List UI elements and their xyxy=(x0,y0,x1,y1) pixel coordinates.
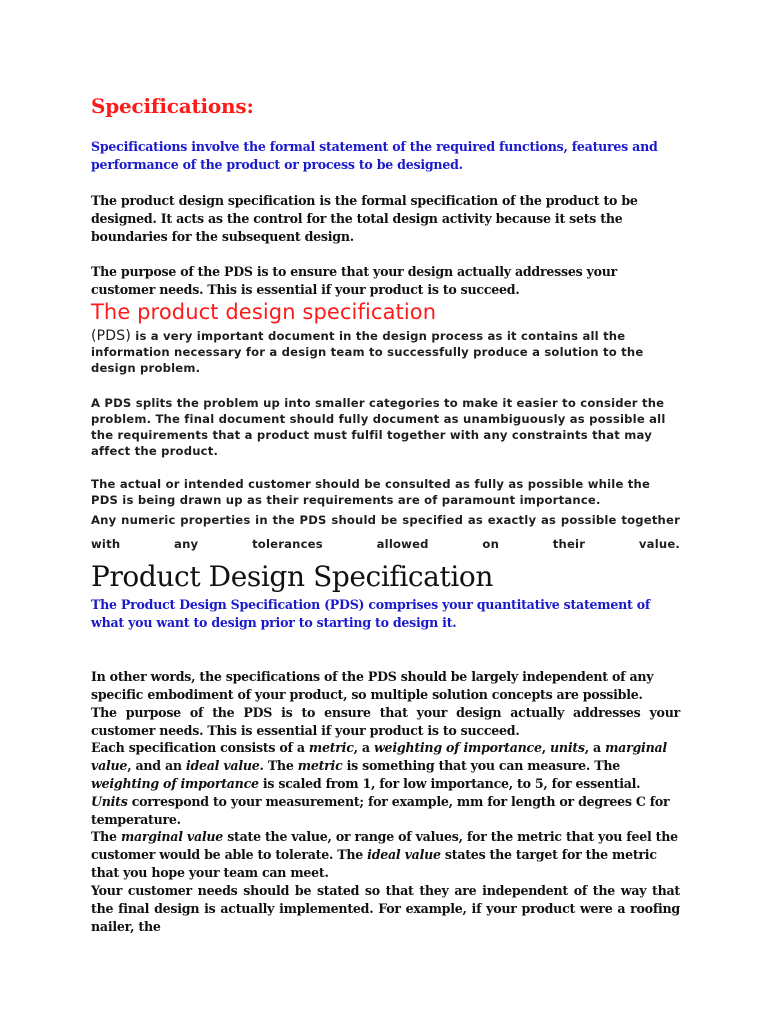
term-ideal-value-2: ideal value xyxy=(367,847,441,862)
pds-lead-paragraph xyxy=(91,328,680,376)
pds-definition-paragraph: The product design specification is the formal specification of the product to be designed. It acts as the control for the total design activity because it sets the boundaries for the subsequent design. xyxy=(91,193,638,244)
term-weighting-of-importance-2: weighting of importance xyxy=(91,776,259,791)
pds-splits-paragraph: A PDS splits the problem up into smaller categories to make it easier to consider the problem. The final document should fully document as unambiguously as possible all the requirements that a product must fulfil together with any constraints that may affect the product. xyxy=(91,396,666,458)
term-metric: metric xyxy=(308,740,354,755)
product-design-spec-intro: The Product Design Specification (PDS) comprises your quantitative statement of what you want to design prior to starting to design it. xyxy=(91,597,651,630)
pds-numeric-text: Any numeric properties in the PDS should be specified as exactly as possible together with any tolerances allowed on their value. xyxy=(91,513,680,551)
pds-section-heading: The product design specification xyxy=(91,300,437,324)
marginal-value-paragraph: The marginal value state the value, or range of values, for the metric that you feel the customer would be able to tolerate. The ideal value states the target for the metric that you hope your team can meet. xyxy=(91,829,678,880)
term-marginal-value: marginal value xyxy=(91,740,667,773)
pds-numeric-paragraph xyxy=(91,508,680,556)
term-units: units xyxy=(550,740,585,755)
specification-elements-paragraph: Each specification consists of a metric, a weighting of importance, units, a marginal value, and an ideal value. The metric is something that you can measure. The weighting of importance is scaled from 1, for low importance, to 5, for essential. Units correspond to your measurement; for example, mm for length or degrees C for temperature. xyxy=(91,740,670,827)
specifications-intro: Specifications involve the formal statement of the required functions, features and performance of the product or process to be designed. xyxy=(91,139,658,172)
pds-lead-text: is a very important document in the design process as it contains all the information necessary for a design team to successfully produce a solution to the design problem. xyxy=(91,329,644,375)
pds-abbrev: (PDS) xyxy=(91,328,132,344)
term-weighting-of-importance: weighting of importance xyxy=(373,740,542,755)
independent-specs-paragraph: In other words, the specifications of the PDS should be largely independent of any specific embodiment of your product, so multiple solution concepts are possible. xyxy=(91,669,654,702)
customer-needs-paragraph: Your customer needs should be stated so that they are independent of the way that the final design is actually implemented. For example, if your product were a roofing nailer, the xyxy=(91,883,680,934)
pds-purpose-repeat-paragraph: The purpose of the PDS is to ensure that your design actually addresses your customer needs. This is essential if your product is to succeed. xyxy=(91,705,680,738)
pds-customer-paragraph: The actual or intended customer should be consulted as fully as possible while the PDS is being drawn up as their requirements are of paramount importance. xyxy=(91,477,651,507)
specifications-heading: Specifications: xyxy=(91,94,254,118)
term-metric-2: metric xyxy=(297,758,343,773)
term-ideal-value: ideal value xyxy=(185,758,260,773)
term-marginal-value-2: marginal value xyxy=(120,829,224,844)
pds-purpose-paragraph: The purpose of the PDS is to ensure that your design actually addresses your customer needs. This is essential if your product is to succeed. xyxy=(91,264,618,297)
product-design-spec-title: Product Design Specification xyxy=(91,560,493,593)
term-units-2: Units xyxy=(91,794,128,809)
